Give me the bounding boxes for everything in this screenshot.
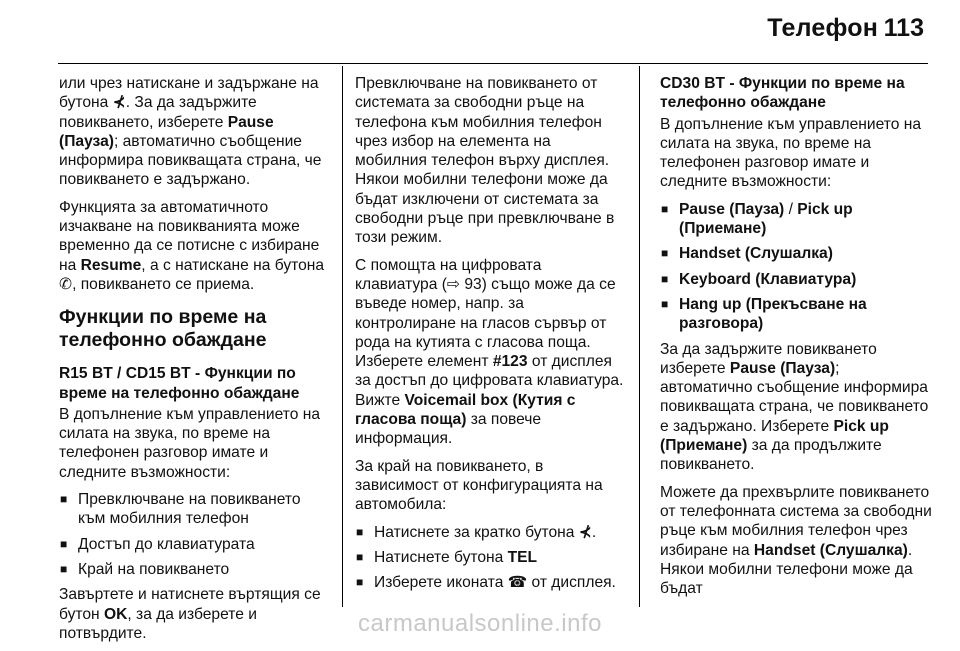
watermark: carmanualsonline.info: [358, 610, 602, 637]
bullet-icon: ■: [661, 271, 669, 286]
list-item: ■ Hang up (Прекъсване на разговора): [661, 295, 867, 333]
list-item: ■ Натиснете за кратко бутона ⊀.: [356, 523, 597, 541]
bullet-icon: ■: [661, 296, 669, 311]
paragraph-switch-call: Превключване на повикването от системата за свободни ръце на телефона към мобилния телефон чрез избор на елемента на мобилния телефон върху дисплея. Някои мобилни телефони може да бъдат изключени от системата за свободни ръце при превключване в този режим.: [355, 75, 615, 247]
paragraph-options-intro-cd30: В допълнение към управлението на силата на звука, по време на телефонен разговор имате и следните възможности:: [660, 115, 922, 191]
list-item: ■ Натиснете бутона TEL: [356, 548, 538, 566]
list-item: ■ Край на повикването: [60, 560, 230, 578]
page-title: Телефон: [767, 14, 878, 42]
paragraph-call-waiting: Функцията за автоматичното изчакване на повикванията може временно да се потисне с избиране на Resume, а с натискане на бутона ✆, повикването се приема.: [59, 198, 325, 293]
paragraph-options-intro: В допълнение към управлението на силата на звука, по време на телефонен разговор имате и следните възможности:: [59, 405, 321, 481]
subheading-cd30: CD30 BT - Функции по време на телефонно обаждане: [660, 75, 905, 112]
cd30-options-list: [660, 200, 936, 334]
header-rule: [58, 63, 928, 64]
bullet-icon: ■: [356, 549, 364, 564]
bullet-icon: ■: [60, 492, 68, 507]
subheading-r15: R15 BT / CD15 BT - Функции по време на телефонно обаждане: [59, 365, 300, 402]
bullet-icon: ■: [60, 561, 68, 576]
column-1: [59, 74, 329, 651]
bullet-icon: ■: [661, 246, 669, 261]
paragraph-end-call: За край на повикването, в зависимост от конфигурацията на автомобила:: [355, 457, 603, 514]
list-item: ■ Изберете иконата ☎ от дисплея.: [356, 574, 616, 592]
paragraph-hold-call: или чрез натискане и задържане на бутона ⊀. За да задържите повикването, изберете Pause (Пауза); автоматично съобщение информира повикващата страна, че повикването е задържано.: [59, 75, 322, 189]
column-2: [355, 74, 625, 598]
list-item: ■ Handset (Слушалка): [661, 245, 833, 263]
column-divider-1: [342, 66, 343, 607]
column-3: [660, 74, 936, 606]
paragraph-transfer-cd30: Можете да прехвърлите повикването от телефонната система за свободни ръце към мобилния телефон чрез избиране на Handset (Слушалка). Някои мобилни телефони може да бъдат: [660, 483, 932, 598]
phone-pickup-icon: ✆: [59, 275, 73, 293]
bullet-icon: ■: [661, 201, 669, 216]
hang-up-icon: ☎: [507, 574, 528, 592]
paragraph-hold-cd30: За да задържите повикването изберете Pause (Пауза); автоматично съобщение информира повикващата страна, че повикването е задържано. Изберете Pick up (Приемане) за да продължите повикването.: [660, 340, 929, 474]
list-item: ■ Превключване на повикването към мобилния телефон: [60, 491, 301, 528]
column-divider-2: [639, 66, 640, 607]
end-call-list: [355, 523, 625, 593]
list-item: ■ Keyboard (Клавиатура): [661, 270, 857, 288]
mute-mic-icon: ⊀: [578, 523, 592, 541]
bullet-icon: ■: [356, 524, 364, 539]
bullet-icon: ■: [60, 536, 68, 551]
options-list: [59, 490, 329, 579]
list-item: ■ Достъп до клавиатурата: [60, 535, 255, 553]
arrow-right-icon: ⇨: [446, 275, 460, 293]
section-heading: Функции по време на телефонно обаждане: [59, 306, 267, 352]
list-item: ■ Pause (Пауза) / Pick up (Приемане): [661, 200, 853, 238]
bullet-icon: ■: [356, 575, 364, 590]
page-number: 113: [883, 14, 924, 42]
page-header: [0, 0, 960, 62]
paragraph-rotate-ok: Завъртете и натиснете въртящия се бутон OK, за да изберете и потвърдите.: [59, 586, 321, 642]
paragraph-keypad: С помощта на цифровата клавиатура (⇨ 93) също може да се въведе номер, напр. за контролиране на гласов сървър от рода на кутията с гласова поща. Изберете елемент #123 от дисплея за достъп до цифровата клавиатура. Вижте Voicemail box (Кутия с гласова поща) за повече информация.: [355, 256, 624, 448]
mute-mic-icon: ⊀: [112, 94, 126, 112]
